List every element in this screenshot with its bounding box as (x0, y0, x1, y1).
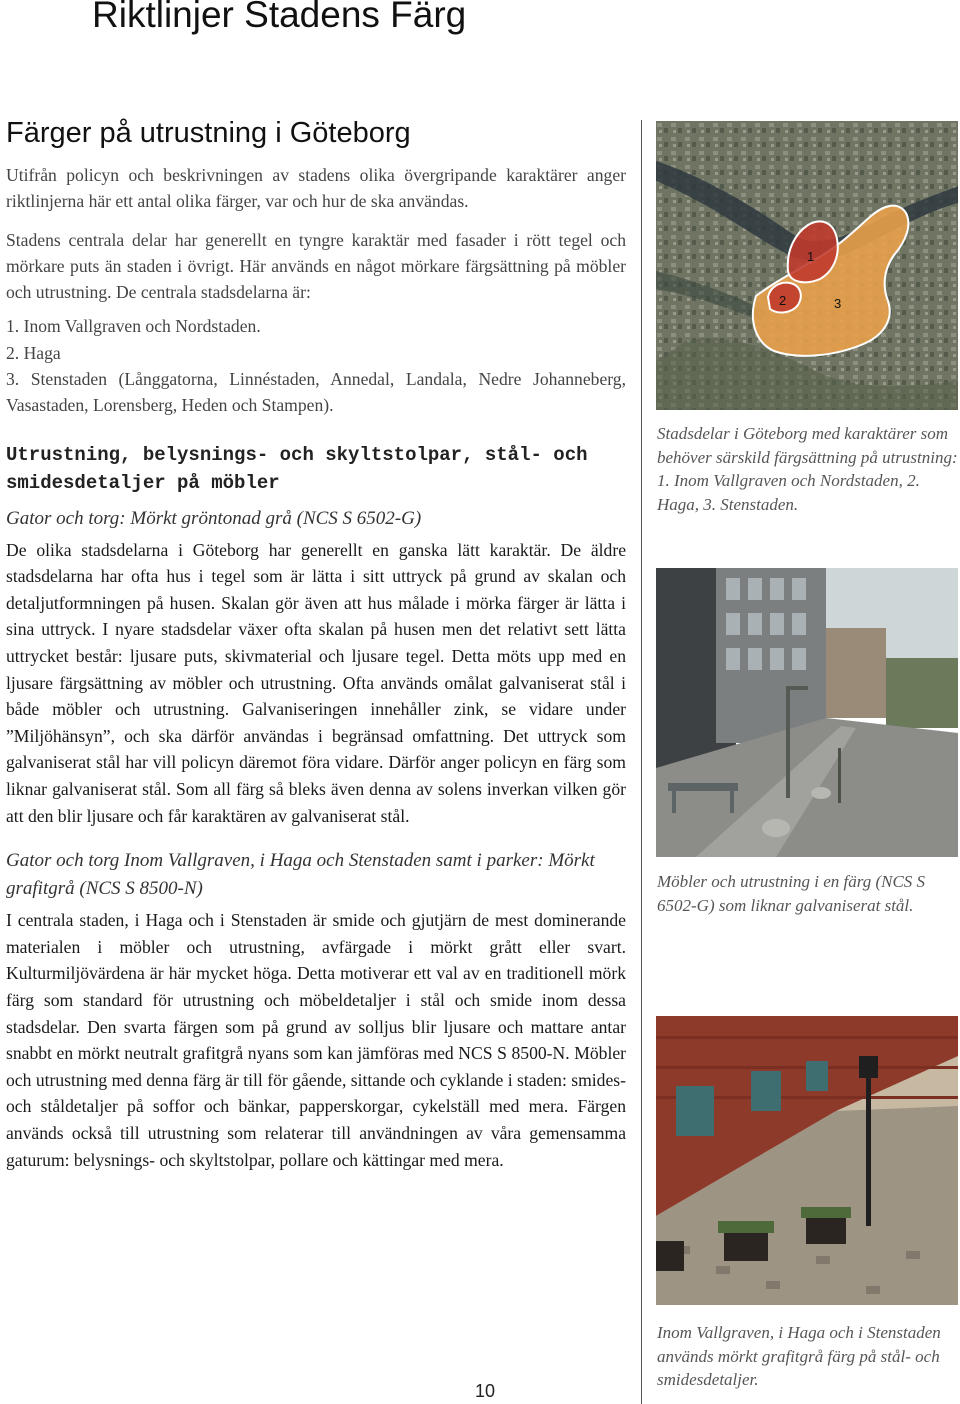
section-heading: Färger på utrustning i Göteborg (6, 117, 411, 149)
page-title: Riktlinjer Stadens Färg (92, 0, 467, 35)
list-item: 3. Stenstaden (Långgatorna, Linnéstaden, Annedal, Landala, Nedre Johanneberg, Vasastaden, Lorensberg, Heden och Stampen). (6, 369, 626, 416)
central-color-heading: Gator och torg Inom Vallgraven, i Haga och Stenstaden samt i parker: Mörkt grafitgrå (NCS S 8500-N) (6, 850, 595, 900)
main-text-column (6, 114, 626, 1173)
map-label-3: 3 (834, 296, 842, 311)
map-caption: Stadsdelar i Göteborg med karaktärer som behöver särskild färgsättning på utrustning: 1. Inom Vallgraven och Nordstaden, 2. Haga, 3. Stenstaden. (657, 424, 958, 514)
streets-color-paragraph: De olika stadsdelarna i Göteborg har generellt en ganska lätt karaktär. De äldre stadsdelarna har ofta hus i tegel som är lätta i sitt uttryck på grund av skalan och detaljutformningen på husen. Skalan gör även att hus målade i mörka färger är lätta i sina uttryck. I nyare stadsdelar växer ofta skalan på husen men det relativt sett lätta uttrycket består: ljusare puts, skivmaterial och ljusare tegel. Detta möts upp med en ljusare färgsättning av möbler och utrustning. Ofta används omålat galvaniserat stål i både möbler och utrustning. Galvaniseringen innehåller zink, se vidare under ”Miljöhänsyn”, och ska därför användas i begränsad omfattning. Det uttryck som galvaniserat stål har vill policyn däremot föra vidare. Därför anger policyn en färg som liknar galvaniserat stål. Som all färg så bleks även denna av solens inverkan vilken gör att den blir ljusare och får karaktären av galvaniserat stål. (6, 539, 626, 826)
square-photo-caption: Inom Vallgraven, i Haga och i Stenstaden används mörkt grafitgrå färg på stål- och smidesdetaljer. (657, 1323, 941, 1389)
page-number: 10 (474, 1381, 496, 1401)
district-list (6, 313, 626, 418)
intro-paragraph: Utifrån policyn och beskrivningen av stadens olika övergripande karaktärer anger riktlinjerna här ett antal olika färger, var och hur de ska användas. (6, 165, 626, 212)
map-label-2: 2 (779, 293, 787, 308)
column-divider (641, 120, 642, 1404)
streets-color-heading: Gator och torg: Mörkt gröntonad grå (NCS S 6502-G) (6, 507, 422, 529)
square-photo (656, 1016, 958, 1305)
street-photo-caption: Möbler och utrustning i en färg (NCS S 6502-G) som liknar galvaniserat stål. (657, 872, 926, 915)
central-areas-paragraph: Stadens centrala delar har generellt en tyngre karaktär med fasader i rött tegel och mörkare puts än staden i övrigt. Här används en något mörkare färgsättning på möbler och utrustning. De centrala stadsdelarna är: (6, 229, 626, 303)
list-item: 2. Haga (6, 342, 61, 363)
equipment-heading: Utrustning, belysnings- och skyltstolpar, stål- och smidesdetaljer på möbler (6, 443, 588, 494)
list-item: 1. Inom Vallgraven och Nordstaden. (6, 316, 261, 337)
map-label-1: 1 (807, 249, 815, 264)
central-color-paragraph: I centrala staden, i Haga och i Stenstaden är smide och gjutjärn de mest dominerande materialen i möbler och utrustning, avfärgade i mörkt grått eller svart. Kulturmiljövärdena är här mycket höga. Detta motiverar ett val av en traditionell mörk färg som standard för utrustning och möbeldetaljer i stål och smide inom dessa stadsdelar. Den svarta färgen som på grund av solljus blir ljusare och mattare antar snabbt en mörkt neutralt grafitgrå nyans som kan jämföras med NCS S 8500-N. Möbler och utrustning med denna färg är till för gående, sittande och cyklande i staden: smides- och ståldetaljer på soffor och bänkar, papperskorgar, cykelställ med mera. Färgen används också till utrustning som relaterar till användningen av våra gemensamma gaturum: belysnings- och skyltstolpar, pollare och kättingar med mera. (6, 910, 626, 1170)
district-map-image (656, 121, 958, 410)
street-photo (656, 568, 958, 857)
